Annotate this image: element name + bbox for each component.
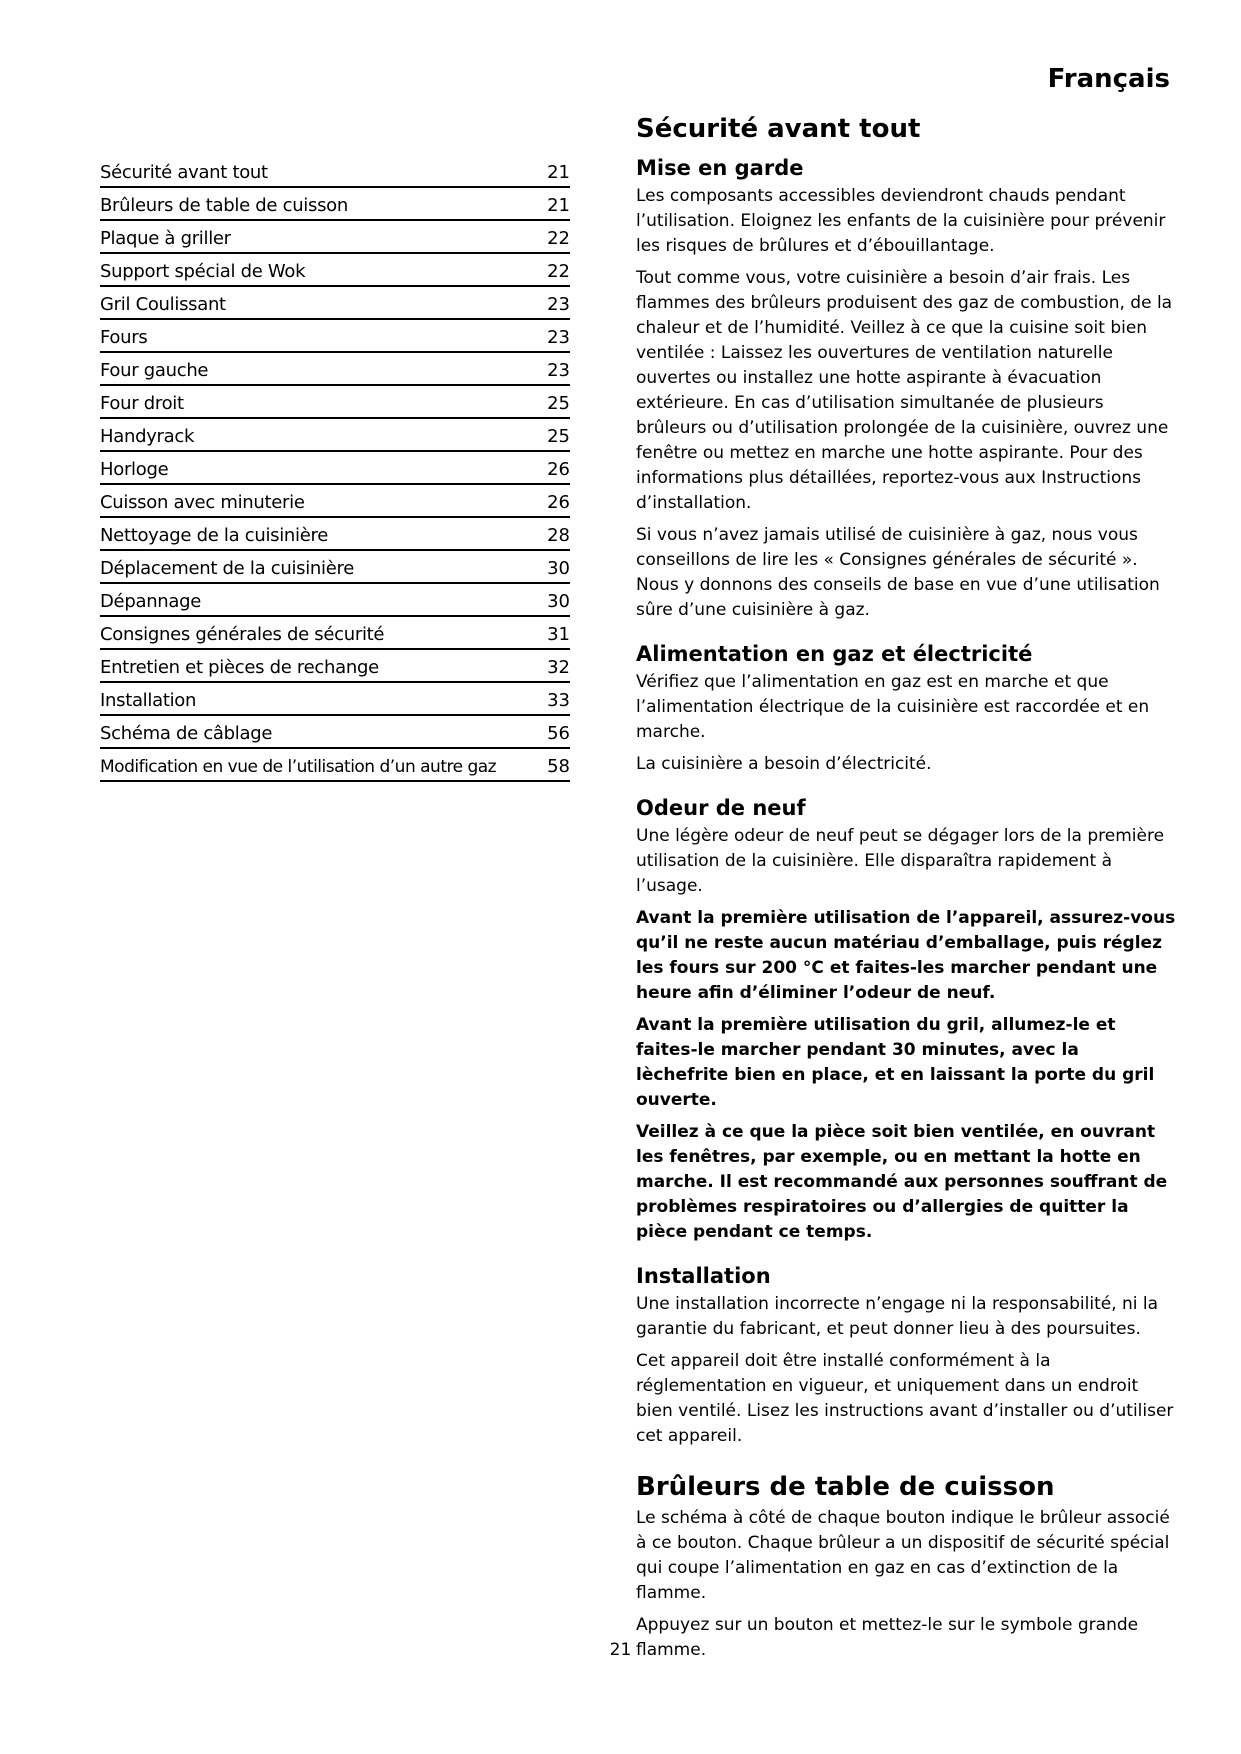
- toc-title: Déplacement de la cuisinière: [100, 558, 354, 579]
- toc-row[interactable]: [100, 287, 570, 320]
- safety-title: Sécurité avant tout: [636, 114, 921, 144]
- toc-title: Four droit: [100, 393, 184, 414]
- toc-page: 25: [547, 426, 570, 447]
- warning-paragraph-2: Tout comme vous, votre cuisinière a besoin d’air frais. Les flammes des brûleurs produisent des gaz de combustion, de la chaleur et de l’humidité. Veillez à ce que la cuisine soit bien ventilée : Laissez les ouvertures de ventilation naturelle ouvertes ou installez une hotte aspirante à évacuation extérieure. En cas d’utilisation simultanée de plusieurs brûleurs ou d’utilisation prolongée de la cuisinière, ouvrez une fenêtre ou mettez en marche une hotte aspirante. Pour des informations plus détaillées, reportez-vous aux Instructions d’installation.: [636, 268, 1173, 513]
- content-column: [636, 112, 1176, 1670]
- toc-row[interactable]: [100, 353, 570, 386]
- toc-title: Entretien et pièces de rechange: [100, 657, 379, 678]
- burners-paragraph-2: Appuyez sur un bouton et mettez-le sur le symbole grande flamme.: [636, 1615, 1139, 1660]
- warning-heading: Mise en garde: [636, 156, 804, 180]
- toc-title: Nettoyage de la cuisinière: [100, 525, 328, 546]
- toc-title: Consignes générales de sécurité: [100, 624, 385, 645]
- toc-title: Horloge: [100, 459, 169, 480]
- toc-row[interactable]: [100, 386, 570, 419]
- toc-row[interactable]: [100, 452, 570, 485]
- toc-page: 28: [547, 525, 570, 546]
- toc-row[interactable]: [100, 254, 570, 287]
- toc-title: Modification en vue de l’utilisation d’un autre gaz: [100, 757, 497, 777]
- toc-row[interactable]: [100, 518, 570, 551]
- smell-bold-2: Avant la première utilisation du gril, allumez-le et faites-le marcher pendant 30 minutes, avec la lèchefrite bien en place, et en laissant la porte du gril ouverte.: [636, 1015, 1155, 1110]
- toc-page: 31: [547, 624, 570, 645]
- burners-paragraph-1: Le schéma à côté de chaque bouton indique le brûleur associé à ce bouton. Chaque brûleur a un dispositif de sécurité spécial qui coupe l’alimentation en gaz en cas d’extinction de la flamme.: [636, 1508, 1170, 1603]
- toc-row[interactable]: [100, 320, 570, 353]
- toc-title: Plaque à griller: [100, 228, 231, 249]
- table-of-contents: [100, 155, 570, 782]
- toc-title: Sécurité avant tout: [100, 162, 268, 183]
- language-label: Français: [1047, 64, 1170, 94]
- toc-title: Cuisson avec minuterie: [100, 492, 305, 513]
- toc-row[interactable]: [100, 485, 570, 518]
- toc-title: Four gauche: [100, 360, 209, 381]
- toc-row[interactable]: [100, 584, 570, 617]
- supply-paragraph-2: La cuisinière a besoin d’électricité.: [636, 754, 932, 774]
- toc-row[interactable]: [100, 155, 570, 188]
- toc-row[interactable]: [100, 617, 570, 650]
- toc-title: Support spécial de Wok: [100, 261, 306, 282]
- toc-title: Gril Coulissant: [100, 294, 226, 315]
- toc-title: Brûleurs de table de cuisson: [100, 195, 348, 216]
- installation-paragraph-1: Une installation incorrecte n’engage ni la responsabilité, ni la garantie du fabricant, et peut donner lieu à des poursuites.: [636, 1294, 1159, 1339]
- installation-heading: Installation: [636, 1264, 771, 1288]
- toc-row[interactable]: [100, 551, 570, 584]
- toc-title: Handyrack: [100, 426, 195, 447]
- page-number: 21: [609, 1640, 632, 1660]
- toc-row[interactable]: [100, 188, 570, 221]
- warning-paragraph-1: Les composants accessibles deviendront chauds pendant l’utilisation. Eloignez les enfants de la cuisinière pour prévenir les risques de brûlures et d’ébouillantage.: [636, 186, 1166, 256]
- toc-row[interactable]: [100, 749, 570, 782]
- toc-page: 26: [547, 459, 570, 480]
- toc-row[interactable]: [100, 419, 570, 452]
- toc-row[interactable]: [100, 650, 570, 683]
- toc-page: 21: [547, 195, 570, 216]
- toc-page: 22: [547, 261, 570, 282]
- toc-page: 30: [547, 558, 570, 579]
- toc-page: 26: [547, 492, 570, 513]
- toc-page: 23: [547, 360, 570, 381]
- toc-page: 23: [547, 294, 570, 315]
- toc-row[interactable]: [100, 716, 570, 749]
- supply-heading: Alimentation en gaz et électricité: [636, 642, 1033, 666]
- installation-paragraph-2: Cet appareil doit être installé conformément à la réglementation en vigueur, et uniquement dans un endroit bien ventilé. Lisez les instructions avant d’installer ou d’utiliser cet appareil.: [636, 1351, 1174, 1446]
- toc-page: 23: [547, 327, 570, 348]
- warning-paragraph-3: Si vous n’avez jamais utilisé de cuisinière à gaz, nous vous conseillons de lire les « Consignes générales de sécurité ». Nous y donnons des conseils de base en vue d’une utilisation sûre d’une cuisinière à gaz.: [636, 525, 1160, 620]
- smell-heading: Odeur de neuf: [636, 796, 806, 820]
- toc-row[interactable]: [100, 683, 570, 716]
- toc-page: 56: [547, 723, 570, 744]
- smell-paragraph-1: Une légère odeur de neuf peut se dégager lors de la première utilisation de la cuisinière. Elle disparaîtra rapidement à l’usage.: [636, 826, 1165, 896]
- smell-bold-3: Veillez à ce que la pièce soit bien ventilée, en ouvrant les fenêtres, par exemple, ou en mettant la hotte en marche. Il est recommandé aux personnes souffrant de problèmes respiratoires ou d’allergies de quitter la pièce pendant ce temps.: [636, 1122, 1168, 1242]
- toc-title: Schéma de câblage: [100, 723, 273, 744]
- toc-page: 32: [547, 657, 570, 678]
- toc-page: 58: [547, 756, 570, 777]
- toc-title: Dépannage: [100, 591, 202, 612]
- supply-paragraph-1: Vérifiez que l’alimentation en gaz est en marche et que l’alimentation électrique de la cuisinière est raccordée et en marche.: [636, 672, 1150, 742]
- toc-page: 21: [547, 162, 570, 183]
- toc-title: Fours: [100, 327, 148, 348]
- toc-page: 22: [547, 228, 570, 249]
- toc-title: Installation: [100, 690, 197, 711]
- toc-row[interactable]: [100, 221, 570, 254]
- smell-bold-1: Avant la première utilisation de l’appareil, assurez-vous qu’il ne reste aucun matériau d’emballage, puis réglez les fours sur 200 °C et faites-les marcher pendant une heure afin d’éliminer l’odeur de neuf.: [636, 908, 1176, 1003]
- burners-title: Brûleurs de table de cuisson: [636, 1472, 1055, 1502]
- toc-page: 25: [547, 393, 570, 414]
- toc-page: 33: [547, 690, 570, 711]
- toc-page: 30: [547, 591, 570, 612]
